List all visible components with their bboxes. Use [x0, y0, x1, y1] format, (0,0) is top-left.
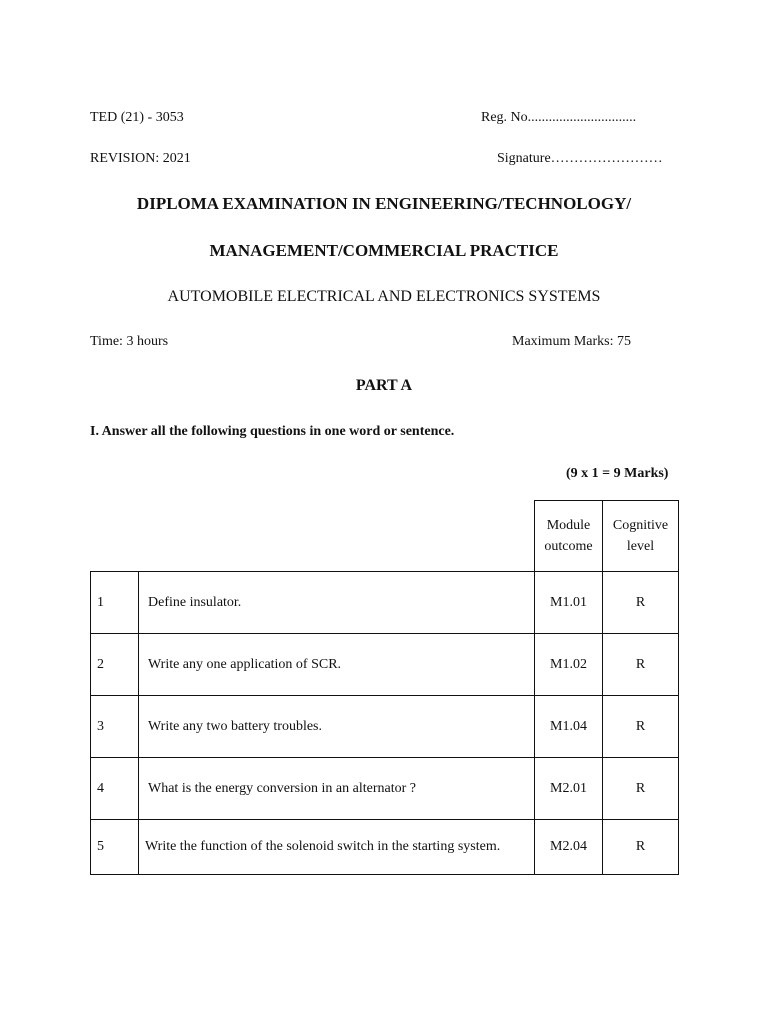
module-outcome-header: Module outcome: [535, 501, 603, 572]
cognitive-level: R: [603, 572, 679, 634]
table-row: [91, 758, 679, 820]
paper-code: TED (21) - 3053: [90, 110, 184, 125]
question-text: Write the function of the solenoid switch in the starting system.: [139, 820, 535, 875]
reg-no-field: Reg. No...............................: [481, 110, 637, 125]
question-number: 1: [91, 572, 139, 634]
table-header-row: [91, 501, 679, 572]
cognitive-level: R: [603, 758, 679, 820]
questions-table: [90, 500, 679, 875]
section-instruction: I. Answer all the following questions in one word or sentence.: [90, 424, 455, 439]
question-number: 3: [91, 696, 139, 758]
table-row: [91, 634, 679, 696]
exam-title-line2: MANAGEMENT/COMMERCIAL PRACTICE: [209, 241, 559, 260]
revision-label: REVISION: 2021: [90, 151, 191, 166]
module-outcome: M1.02: [535, 634, 603, 696]
subject-title: AUTOMOBILE ELECTRICAL AND ELECTRONICS SYSTEMS: [167, 288, 601, 305]
module-outcome: M2.01: [535, 758, 603, 820]
question-number: 5: [91, 820, 139, 875]
question-number: 4: [91, 758, 139, 820]
question-text: Define insulator.: [139, 572, 535, 634]
exam-title-line1: DIPLOMA EXAMINATION IN ENGINEERING/TECHNOLOGY/: [136, 194, 632, 213]
part-heading: PART A: [355, 377, 413, 394]
question-text: Write any two battery troubles.: [139, 696, 535, 758]
signature-field: Signature……………………: [497, 151, 663, 166]
cognitive-level-header: Cognitive level: [603, 501, 679, 572]
module-outcome: M1.01: [535, 572, 603, 634]
cognitive-level: R: [603, 820, 679, 875]
cognitive-level: R: [603, 634, 679, 696]
time-label: Time: 3 hours: [90, 334, 169, 349]
table-row: [91, 820, 679, 875]
question-text: What is the energy conversion in an alternator ?: [139, 758, 535, 820]
max-marks-label: Maximum Marks: 75: [512, 334, 631, 349]
cognitive-level: R: [603, 696, 679, 758]
question-text: Write any one application of SCR.: [139, 634, 535, 696]
table-row: [91, 696, 679, 758]
table-row: [91, 572, 679, 634]
section-marks: (9 x 1 = 9 Marks): [566, 466, 669, 481]
module-outcome: M1.04: [535, 696, 603, 758]
question-number: 2: [91, 634, 139, 696]
module-outcome: M2.04: [535, 820, 603, 875]
